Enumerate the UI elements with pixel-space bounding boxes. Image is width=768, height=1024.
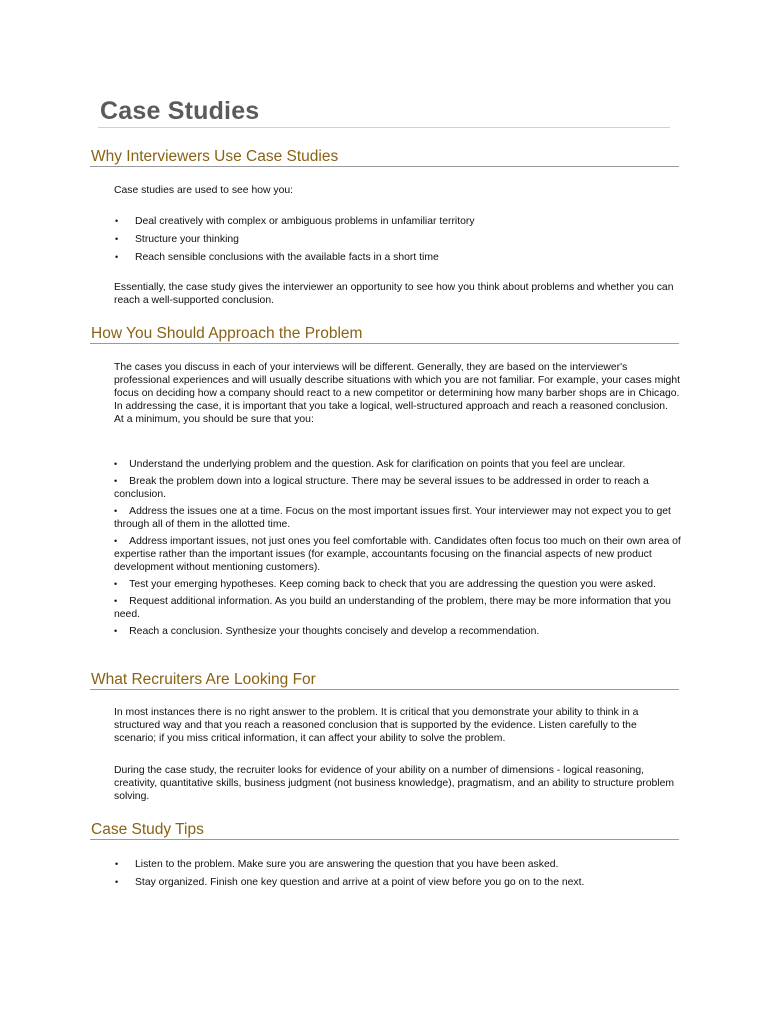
section-rule bbox=[90, 166, 679, 167]
bullet-icon: • bbox=[115, 252, 119, 262]
list-item: • Listen to the problem. Make sure you are answering the question that you have been asked. bbox=[115, 859, 559, 870]
section4-bullet-list bbox=[114, 858, 682, 889]
bullet-icon: • bbox=[114, 459, 118, 469]
section-heading-tips: Case Study Tips bbox=[91, 821, 204, 838]
section-rule bbox=[90, 839, 679, 840]
bullet-icon: • bbox=[115, 216, 119, 226]
bullet-icon: • bbox=[115, 859, 119, 869]
list-item: • Understand the underlying problem and the question. Ask for clarification on points that you feel are unclear. bbox=[114, 459, 626, 470]
bullet-icon: • bbox=[114, 579, 118, 589]
section-heading-approach: How You Should Approach the Problem bbox=[91, 325, 363, 342]
bullet-icon: • bbox=[114, 476, 118, 486]
list-item: • Deal creatively with complex or ambiguous problems in unfamiliar territory bbox=[115, 216, 475, 227]
bullet-icon: • bbox=[114, 506, 118, 516]
section2-intro: The cases you discuss in each of your interviews will be different. Generally, they are based on the interviewer's professional experiences and will usually describe situations with which you are not familiar. For example, your cases might focus on deciding how a company should react to a new competitor or determining how many barber shops are in Chicago. In addressing the case, it is important that you take a logical, well-structured approach and reach a reasoned conclusion. At a minimum, you should be sure that you: bbox=[114, 362, 680, 425]
list-item: • Break the problem down into a logical structure. There may be several issues to be addressed in order to reach a conclusion. bbox=[114, 476, 649, 500]
bullet-icon: • bbox=[114, 626, 118, 636]
section-rule bbox=[90, 689, 679, 690]
list-item: • Stay organized. Finish one key question and arrive at a point of view before you go on to the next. bbox=[115, 877, 585, 888]
title-underline bbox=[98, 127, 670, 128]
section2-bullet-list bbox=[114, 458, 682, 638]
section-heading-recruiters: What Recruiters Are Looking For bbox=[91, 671, 316, 688]
list-item: • Address important issues, not just ones you feel comfortable with. Candidates often focus too much on their own area of expertise rather than the important issues (for example, accountants focusing on the financial aspects of new product development without mentioning customers). bbox=[114, 536, 681, 573]
page-title: Case Studies bbox=[100, 97, 260, 125]
list-item: • Test your emerging hypotheses. Keep coming back to check that you are addressing the question you were asked. bbox=[114, 579, 656, 590]
bullet-icon: • bbox=[114, 596, 118, 606]
section-rule bbox=[90, 343, 679, 344]
bullet-icon: • bbox=[115, 234, 119, 244]
list-item: • Request additional information. As you build an understanding of the problem, there may be more information that you need. bbox=[114, 596, 671, 620]
section3-para2: During the case study, the recruiter looks for evidence of your ability on a number of dimensions - logical reasoning, creativity, quantitative skills, business judgment (not business knowledge), pragmatism, and an ability to structure problem solving. bbox=[114, 765, 675, 802]
list-item: • Address the issues one at a time. Focus on the most important issues first. Your interviewer may not expect you to get through all of them in the allotted time. bbox=[114, 506, 671, 530]
section1-intro: Case studies are used to see how you: bbox=[114, 185, 294, 196]
bullet-icon: • bbox=[114, 536, 118, 546]
list-item: • Reach sensible conclusions with the available facts in a short time bbox=[115, 252, 439, 263]
section1-closing: Essentially, the case study gives the interviewer an opportunity to see how you think about problems and whether you can reach a well-supported conclusion. bbox=[114, 282, 674, 306]
section1-bullet-list bbox=[114, 215, 682, 264]
section3-para1: In most instances there is no right answer to the problem. It is critical that you demonstrate your ability to think in a structured way and that you reach a reasoned conclusion that is supported by the evidence. Listen carefully to the scenario; if you miss critical information, it can affect your ability to solve the problem. bbox=[114, 707, 639, 744]
bullet-icon: • bbox=[115, 877, 119, 887]
list-item: • Structure your thinking bbox=[115, 234, 239, 245]
list-item: • Reach a conclusion. Synthesize your thoughts concisely and develop a recommendation. bbox=[114, 626, 540, 637]
section-heading-why: Why Interviewers Use Case Studies bbox=[91, 148, 339, 165]
